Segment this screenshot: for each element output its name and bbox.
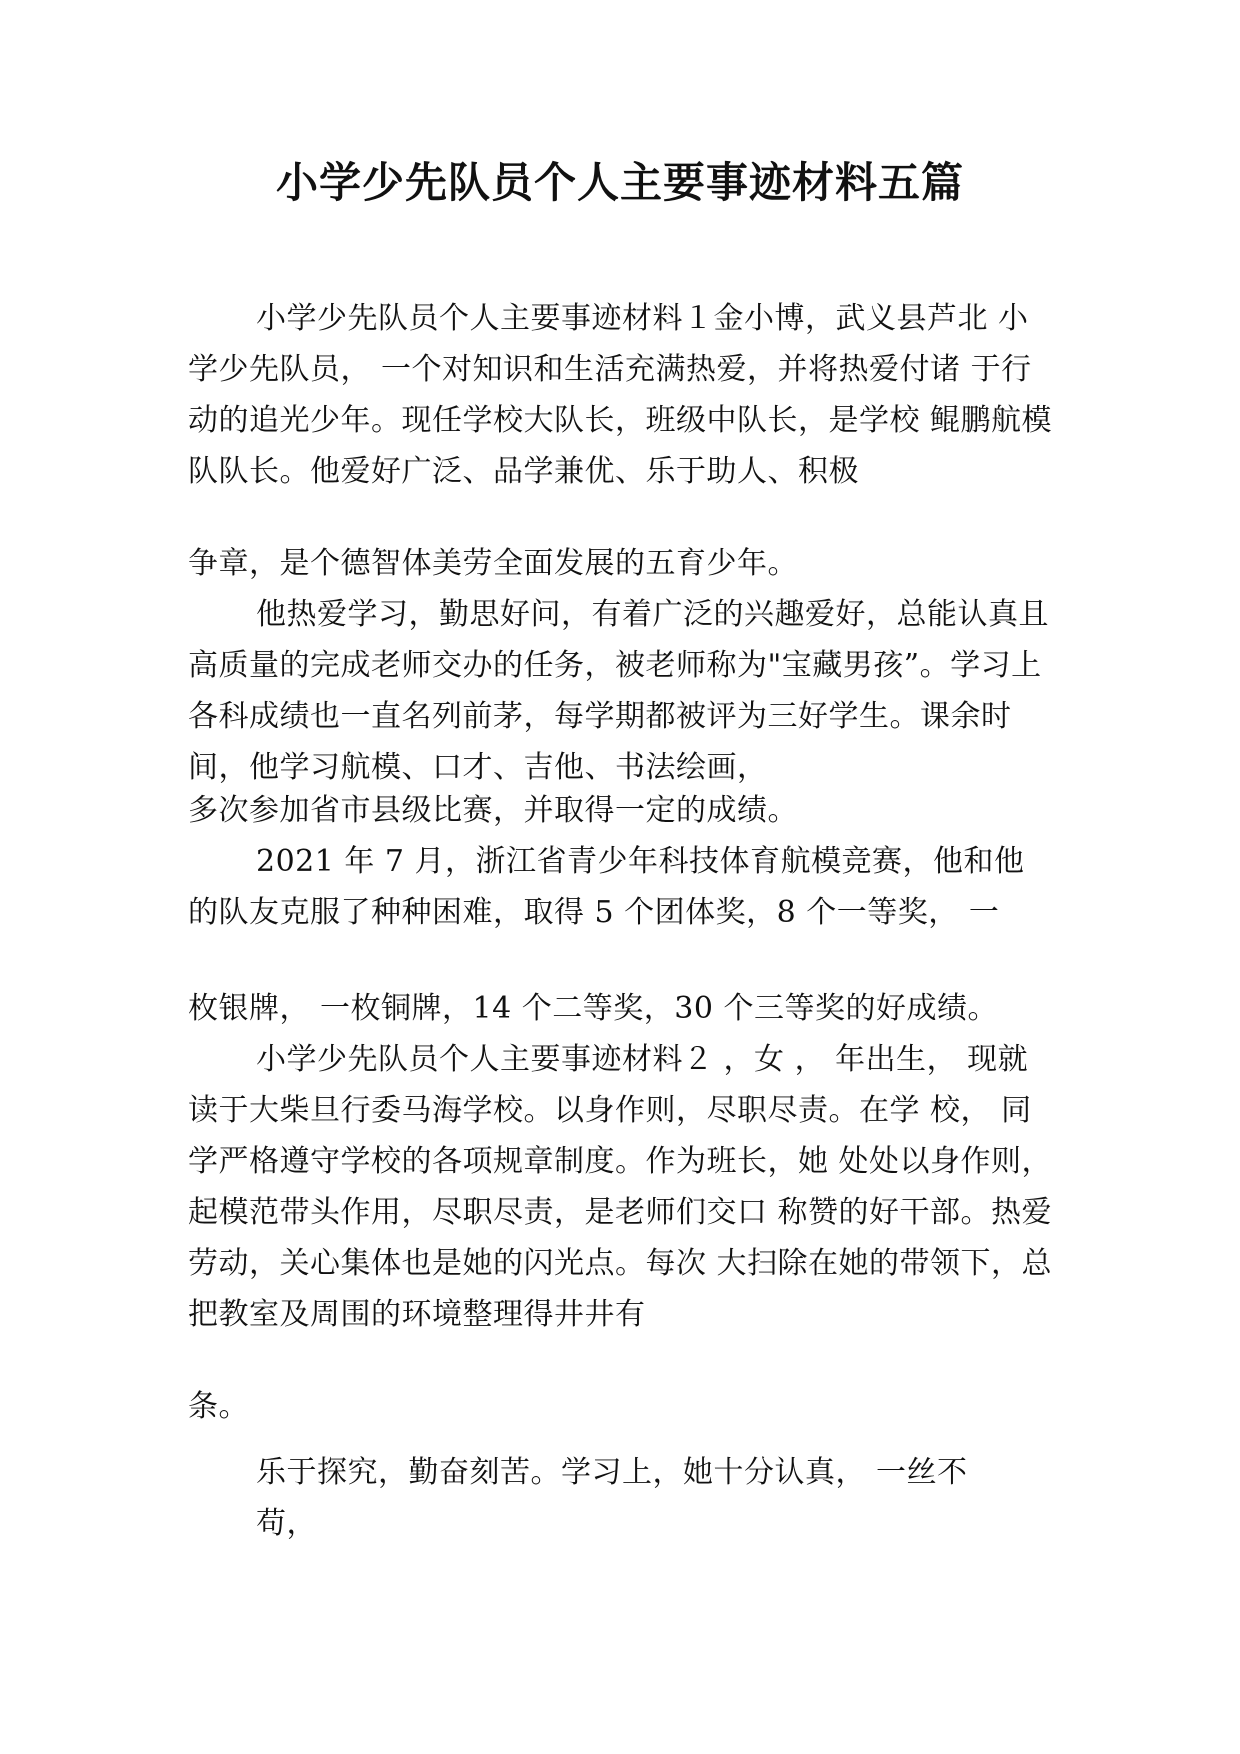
- paragraph-7: 小学少先队员个人主要事迹材料２ ，女 ， 年出生， 现就读于大柴旦行委马海学校。以身作则，尽职尽责。在学 校， 同学严格遵守学校的各项规章制度。作为班长，她 处处以身作则，起模范带头作用，尽职尽责，是老师们交口 称赞的好干部。热爱劳动，关心集体也是她的闪光点。每次 大扫除在她的带领下，总把教室及周围的环境整理得井井有: [188, 1042, 1053, 1332]
- paragraph-3: 他热爱学习，勤思好问，有着广泛的兴趣爱好，总能认真且高质量的完成老师交办的任务，被老师称为"宝藏男孩”。学习上各科成绩也一直名列前茅，每学期都被评为三好学生。课余时间，他学习航模、口才、吉他、书法绘画，: [188, 597, 1049, 785]
- paragraph-1: 小学少先队员个人主要事迹材料１金小博，武义县芦北 小学少先队员， 一个对知识和生活充满热爱，并将热爱付诸 于行动的追光少年。现任学校大队长，班级中队长，是学校 鲲鹏航模队队长。他爱好广泛、品学兼优、乐于助人、积极: [188, 301, 1053, 489]
- document-title: 小学少先队员个人主要事迹材料五篇: [275, 158, 964, 207]
- paragraph-9: 乐于探究，勤奋刻苦。学习上，她十分认真， 一丝不苟，: [256, 1455, 968, 1541]
- paragraph-4: 多次参加省市县级比赛，并取得一定的成绩。: [188, 793, 798, 828]
- paragraph-6: 枚银牌， 一枚铜牌，14 个二等奖，30 个三等奖的好成绩。: [188, 991, 998, 1026]
- paragraph-8: 条。: [188, 1389, 249, 1424]
- paragraph-2: 争章，是个德智体美劳全面发展的五育少年。: [188, 546, 798, 581]
- paragraph-5: 2021 年 7 月，浙江省青少年科技体育航模竞赛，他和他 的队友克服了种种困难，取得 5 个团体奖，8 个一等奖， 一: [188, 844, 1025, 930]
